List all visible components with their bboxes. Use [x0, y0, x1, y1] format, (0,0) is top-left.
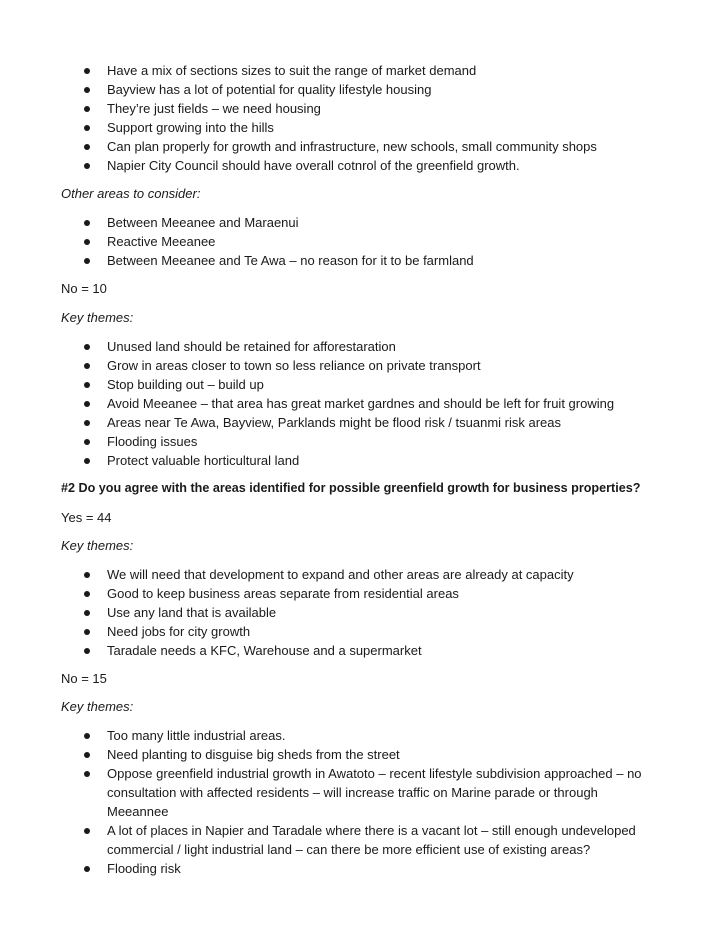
list-item: Bayview has a lot of potential for quality lifestyle housing	[0, 80, 713, 99]
list-item: Need jobs for city growth	[0, 622, 713, 641]
list-item: Support growing into the hills	[0, 118, 713, 137]
q2-no-count: No = 15	[61, 671, 107, 686]
bullet-icon	[84, 420, 90, 426]
list-item: Between Meeanee and Maraenui	[0, 213, 713, 232]
list-item: Taradale needs a KFC, Warehouse and a supermarket	[0, 641, 713, 660]
question-2-heading: #2 Do you agree with the areas identified for possible greenfield growth for business properties?	[61, 481, 641, 495]
bullet-icon	[84, 591, 90, 597]
bullet-icon	[84, 733, 90, 739]
list-item: Have a mix of sections sizes to suit the range of market demand	[0, 61, 713, 80]
bullet-icon	[84, 363, 90, 369]
bullet-icon	[84, 458, 90, 464]
bullet-icon	[84, 610, 90, 616]
list-item: A lot of places in Napier and Taradale where there is a vacant lot – still enough undeveloped commercial / light industrial land – can there be more efficient use of existing areas?	[0, 821, 713, 859]
bullet-icon	[84, 125, 90, 131]
bullet-icon	[84, 439, 90, 445]
bullet-icon	[84, 752, 90, 758]
bullet-icon	[84, 401, 90, 407]
bullet-list-residential-oppose	[0, 337, 713, 470]
list-item: Napier City Council should have overall cotnrol of the greenfield growth.	[0, 156, 713, 175]
list-item: Too many little industrial areas.	[0, 726, 713, 745]
bullet-icon	[84, 220, 90, 226]
list-item: We will need that development to expand and other areas are already at capacity	[0, 565, 713, 584]
bullet-icon	[84, 144, 90, 150]
key-themes-label: Key themes:	[61, 538, 134, 553]
key-themes-label: Key themes:	[61, 699, 134, 714]
list-item: Flooding risk	[0, 859, 713, 878]
bullet-icon	[84, 866, 90, 872]
bullet-icon	[84, 239, 90, 245]
list-item: Protect valuable horticultural land	[0, 451, 713, 470]
list-item: Avoid Meeanee – that area has great market gardnes and should be left for fruit growing	[0, 394, 713, 413]
list-item: Flooding issues	[0, 432, 713, 451]
list-item: Use any land that is available	[0, 603, 713, 622]
bullet-list-business-oppose	[0, 726, 713, 878]
other-areas-label: Other areas to consider:	[61, 186, 201, 201]
list-item: They’re just fields – we need housing	[0, 99, 713, 118]
bullet-icon	[84, 648, 90, 654]
bullet-list-other-areas	[0, 213, 713, 270]
bullet-icon	[84, 344, 90, 350]
list-item: Stop building out – build up	[0, 375, 713, 394]
bullet-icon	[84, 382, 90, 388]
bullet-icon	[84, 68, 90, 74]
list-item: Unused land should be retained for afforestaration	[0, 337, 713, 356]
bullet-icon	[84, 258, 90, 264]
bullet-icon	[84, 629, 90, 635]
list-item: Need planting to disguise big sheds from the street	[0, 745, 713, 764]
list-item: Areas near Te Awa, Bayview, Parklands might be flood risk / tsuanmi risk areas	[0, 413, 713, 432]
bullet-icon	[84, 771, 90, 777]
list-item: Between Meeanee and Te Awa – no reason for it to be farmland	[0, 251, 713, 270]
bullet-icon	[84, 828, 90, 834]
bullet-list-business-support	[0, 565, 713, 660]
q1-no-count: No = 10	[61, 281, 107, 296]
list-item: Good to keep business areas separate from residential areas	[0, 584, 713, 603]
bullet-list-residential-support	[0, 61, 713, 175]
bullet-icon	[84, 572, 90, 578]
q2-yes-count: Yes = 44	[61, 510, 112, 525]
key-themes-label: Key themes:	[61, 310, 134, 325]
list-item: Can plan properly for growth and infrastructure, new schools, small community shops	[0, 137, 713, 156]
list-item: Reactive Meeanee	[0, 232, 713, 251]
bullet-icon	[84, 163, 90, 169]
bullet-icon	[84, 106, 90, 112]
list-item: Grow in areas closer to town so less reliance on private transport	[0, 356, 713, 375]
bullet-icon	[84, 87, 90, 93]
list-item: Oppose greenfield industrial growth in Awatoto – recent lifestyle subdivision approached – no consultation with affected residents – will increase traffic on Marine parade or through Meeannee	[0, 764, 713, 821]
